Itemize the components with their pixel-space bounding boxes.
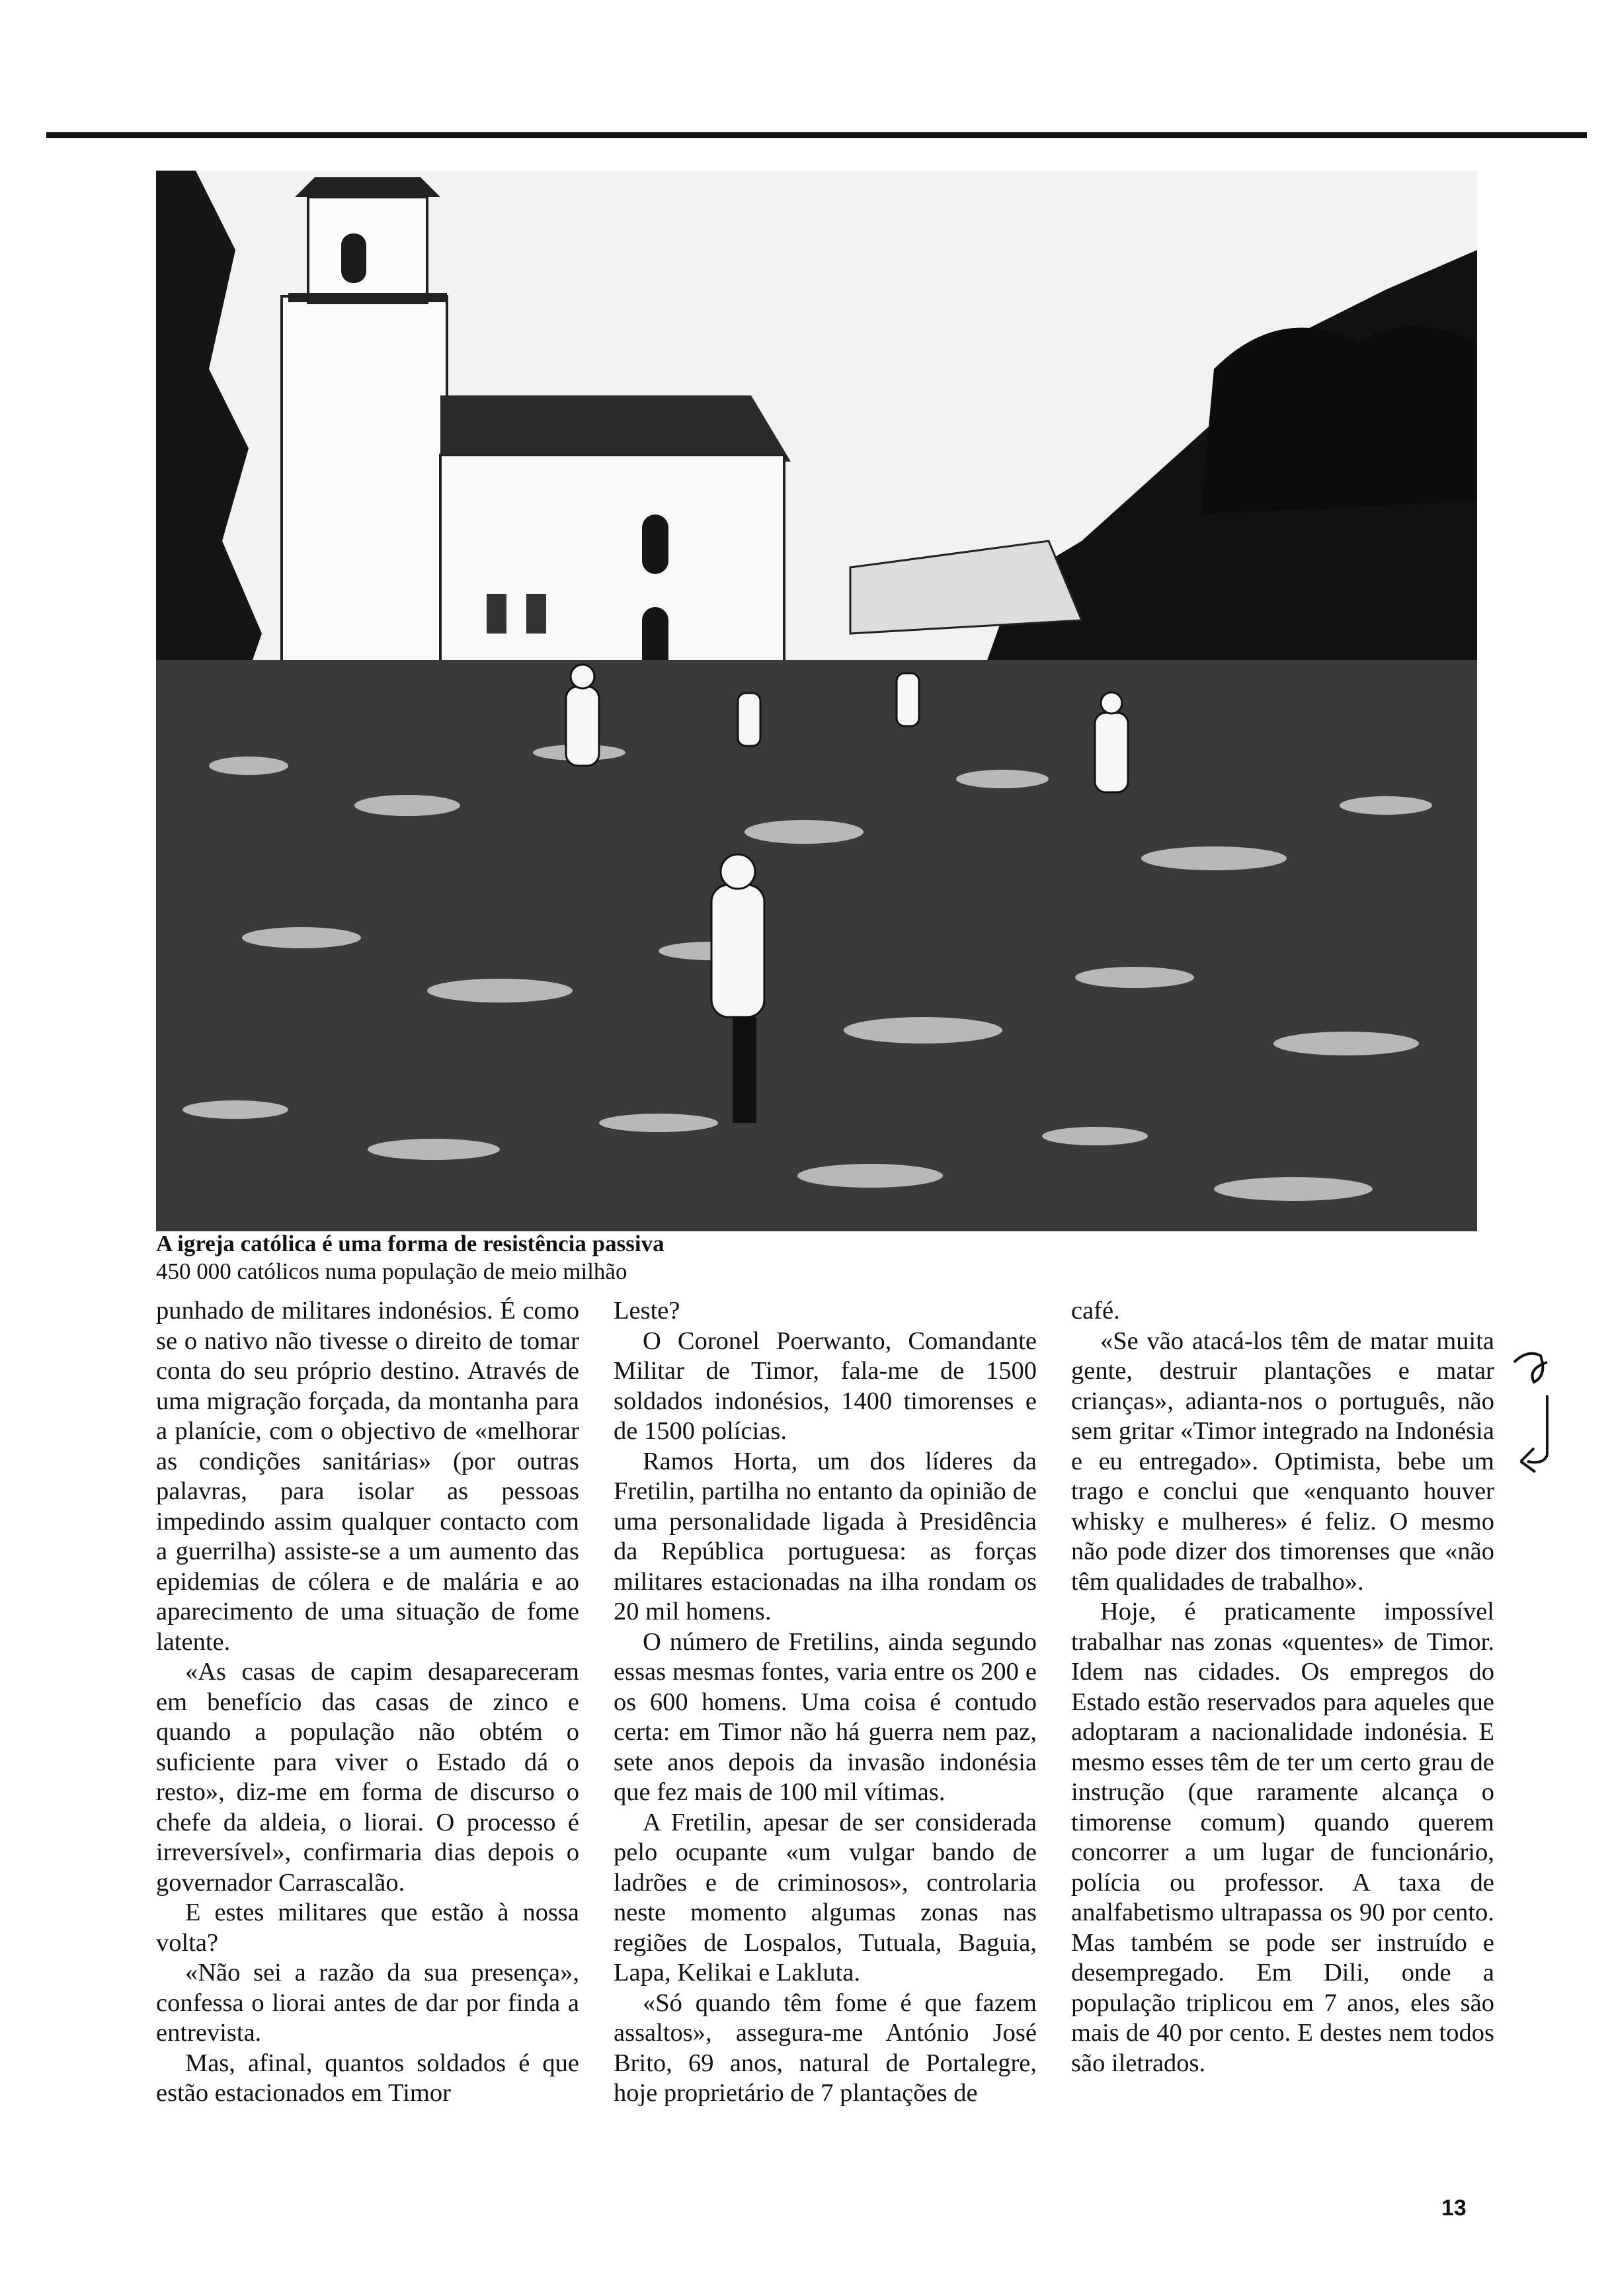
paragraph: café. [1071,1297,1120,1325]
paragraph: E estes militares que estão à nossa volta? [156,1899,579,1957]
paragraph: O Coronel Poerwanto, Comandante Militar de Timor, fala-me de 1500 soldados indonésios, 1400 timorenses e de 1500 polícias. [614,1327,1037,1445]
paragraph: punhado de militares indonésios. É como se o nativo não tivesse o direito de tomar conta do seu próprio destino. Através de uma migração forçada, da montanha para a planície, com o objectivo de «melhorar as condições sanitárias» (por outras palavras, para isolar as pessoas impedindo assim qualquer contacto com a guerrilha) assiste-se a um aumento das epidemias de cólera e de malária e ao aparecimento de uma situação de fome latente. [156,1297,579,1656]
paragraph: «As casas de capim desapareceram em benefício das casas de zinco e quando a população não obtém o suficiente para viver o Estado dá o resto», diz-me em forma de discurso o chefe da aldeia, o liorai. O processo é irreversível», confirmaria dias depois o governador Carrascalão. [156,1658,579,1897]
caption-title: A igreja católica é uma forma de resistência passiva [156,1231,664,1256]
paragraph: Mas, afinal, quantos soldados é que estão estacionados em Timor [156,2049,579,2107]
paragraph: Ramos Horta, um dos líderes da Fretilin, partilha no entanto da opinião de uma personalidade ligada à Presidência da República portuguesa: as forças militares estacionadas na ilha rondam os 20 mil homens. [614,1447,1037,1625]
paragraph: O número de Fretilins, ainda segundo essas mesmas fontes, varia entre os 200 e os 600 homens. Uma coisa é contudo certa: em Timor não há guerra nem paz, sete anos depois da invasão indonésia que fez mais de 100 mil vítimas. [614,1627,1037,1806]
top-rule [46,132,1587,138]
paragraph: «Não sei a razão da sua presença», confessa o liorai antes de dar por finda a entrevista. [156,1959,579,2047]
paragraph: «Se vão atacá-los têm de matar muita gente, destruir plantações e matar crianças», adianta-nos o português, não sem gritar «Timor integrado na Indonésia e eu entregado». Optimista, bebe um trago e conclui que «enquanto houver whisky e mulheres» é feliz. O mesmo não pode dizer dos timorenses que «não têm qualidades de trabalho». [1071,1327,1494,1596]
church-photo-illustration [156,171,1477,1231]
photo-caption [156,1230,1477,1286]
paragraph: Leste? [614,1297,680,1325]
page-number: 13 [1441,2195,1467,2221]
paragraph: «Só quando têm fome é que fazem assaltos», assegura-me António José Brito, 69 anos, natural de Portalegre, hoje proprietário de 7 plantações de [614,1988,1037,2107]
article-column-3 [1071,1296,1494,2078]
article-column-1 [156,1296,579,2109]
caption-subtitle: 450 000 católicos numa população de meio milhão [156,1258,627,1284]
article-column-2 [614,1296,1037,2109]
paragraph: A Fretilin, apesar de ser considerada pelo ocupante «um vulgar bando de ladrões e de criminosos», controlaria neste momento algumas zonas nas regiões de Lospalos, Tutuala, Baguia, Lapa, Kelikai e Lakluta. [614,1808,1037,1987]
handwritten-annotation-mark [1508,1323,1567,1481]
church-photo [156,171,1477,1231]
paragraph: Hoje, é praticamente impossível trabalhar nas zonas «quentes» de Timor. Idem nas cidades. Os empregos do Estado estão reservados para aqueles que adoptaram a nacionalidade indonésia. E mesmo esses têm de ter um certo grau de instrução (que raramente alcança o timorense comum) quando querem concorrer a um lugar de funcionário, polícia ou professor. A taxa de analfabetismo ultrapassa os 90 por cento. Mas também se pode ser instruído e desempregado. Em Dili, onde a população triplicou em 7 anos, eles são mais de 40 por cento. E destes nem todos são iletrados. [1071,1598,1494,2077]
